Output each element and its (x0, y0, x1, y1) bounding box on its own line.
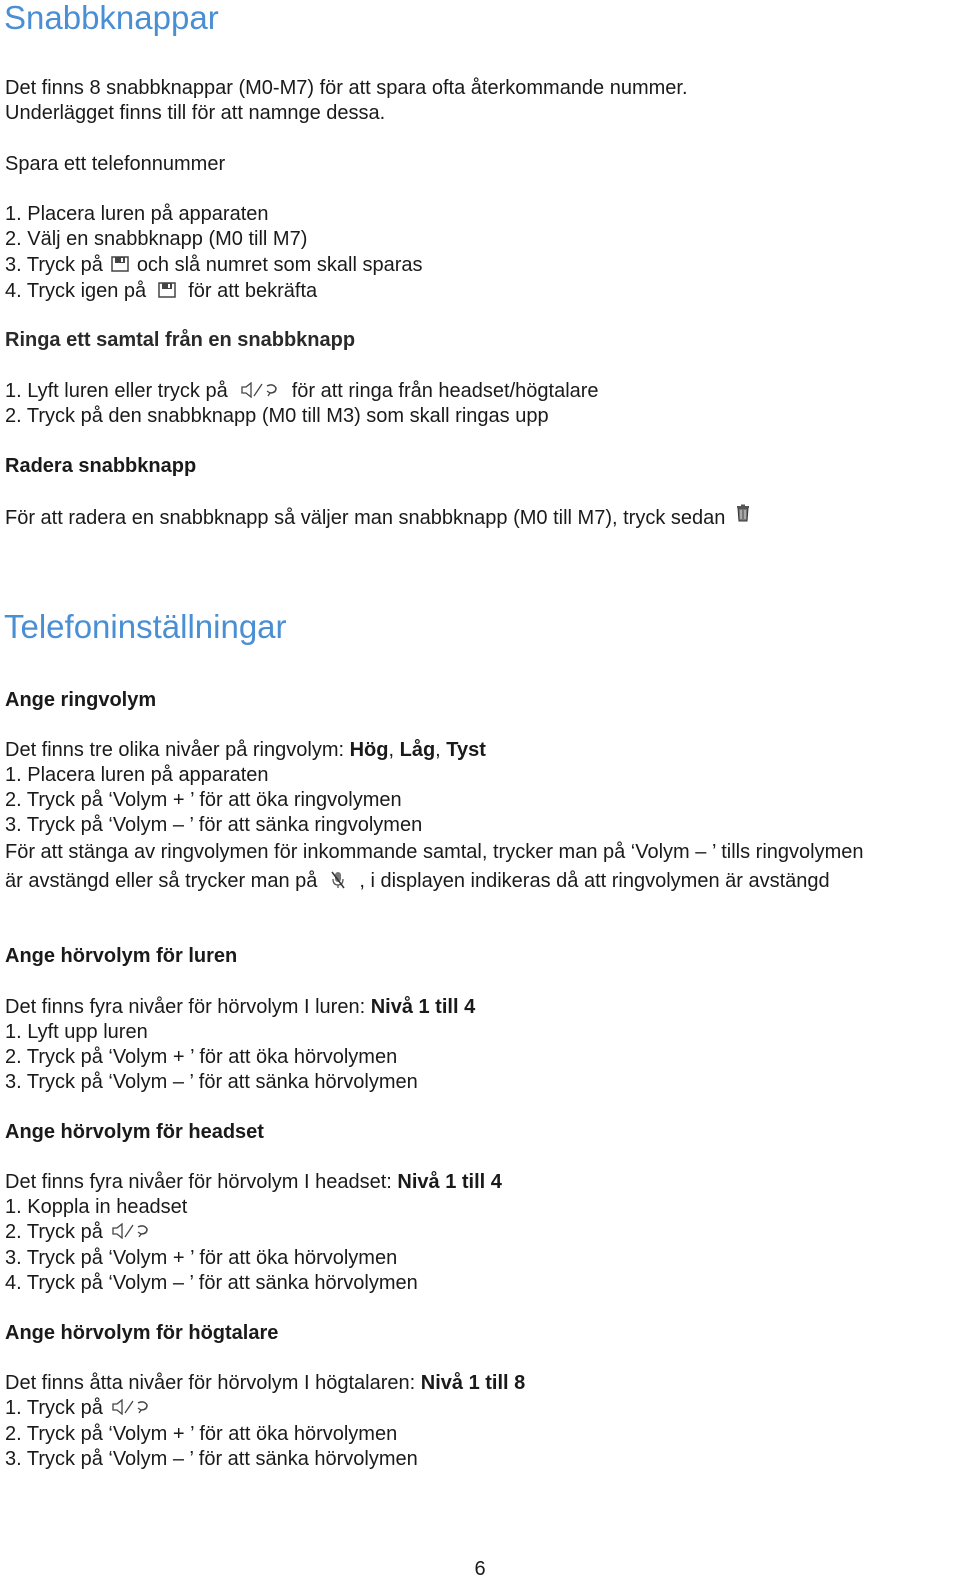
handset-heading: Ange hörvolym för luren (5, 945, 238, 967)
headset-step-3: 3. Tryck på ‘Volym + ’ för att öka hörvolymen (5, 1247, 398, 1269)
speaker-step-1 (5, 1396, 159, 1421)
speaker-handsfree-icon (111, 1223, 151, 1239)
handset-levels: Nivå 1 till 4 (370, 996, 476, 1018)
section-title-telefoninstallningar: Telefoninställningar (4, 608, 287, 645)
handset-intro-text: Det finns fyra nivåer för hörvolym I luren: (5, 996, 371, 1018)
ring-heading: Ange ringvolym (5, 689, 157, 711)
ring-step-2: 2. Tryck på ‘Volym + ’ för att öka ringvolymen (5, 789, 402, 811)
ring-intro-text: Det finns tre olika nivåer på ringvolym: (5, 739, 350, 761)
ring-step-3: 3. Tryck på ‘Volym – ’ för att sänka ringvolymen (5, 814, 423, 836)
headset-step-2-text: 2. Tryck på (5, 1221, 103, 1243)
ring-sep-1: , (388, 739, 400, 761)
handset-intro (5, 995, 475, 1020)
headset-heading: Ange hörvolym för headset (5, 1121, 264, 1143)
call-heading: Ringa ett samtal från en snabbknapp (5, 329, 356, 351)
ring-note-2 (5, 869, 830, 894)
speaker-levels: Nivå 1 till 8 (420, 1372, 526, 1394)
speaker-step-3: 3. Tryck på ‘Volym – ’ för att sänka hörvolymen (5, 1448, 418, 1470)
call-step-1 (5, 379, 599, 404)
speaker-step-1-text: 1. Tryck på (5, 1397, 103, 1419)
intro-line-1: Det finns 8 snabbknappar (M0-M7) för att spara ofta återkommande nummer. (5, 77, 688, 99)
ring-sep-2: , (435, 739, 447, 761)
headset-intro-text: Det finns fyra nivåer för hörvolym I headset: (5, 1171, 398, 1193)
save-step-3 (5, 253, 422, 278)
section-title-snabbknappar: Snabbknappar (4, 0, 219, 36)
speaker-handsfree-icon (111, 1399, 151, 1415)
save-heading: Spara ett telefonnummer (5, 153, 226, 175)
headset-step-1: 1. Koppla in headset (5, 1196, 188, 1218)
call-step-1-text-a: 1. Lyft luren eller tryck på (5, 380, 228, 402)
ring-note-2-text-b: , i displayen indikeras då att ringvolymen är avstängd (359, 870, 830, 892)
call-step-1-text-b: för att ringa från headset/högtalare (291, 380, 599, 402)
speaker-heading: Ange hörvolym för högtalare (5, 1322, 279, 1344)
ring-level-low: Låg (399, 739, 436, 761)
call-step-2: 2. Tryck på den snabbknapp (M0 till M3) som skall ringas upp (5, 405, 549, 427)
headset-step-2 (5, 1220, 159, 1245)
handset-step-3: 3. Tryck på ‘Volym – ’ för att sänka hörvolymen (5, 1071, 418, 1093)
ring-level-silent: Tyst (446, 739, 486, 761)
speaker-intro-text: Det finns åtta nivåer för hörvolym I högtalaren: (5, 1372, 421, 1394)
headset-levels: Nivå 1 till 4 (397, 1171, 502, 1193)
speaker-step-2: 2. Tryck på ‘Volym + ’ för att öka hörvolymen (5, 1423, 398, 1445)
headset-intro (5, 1170, 502, 1195)
delete-text-body: För att radera en snabbknapp så väljer man snabbknapp (M0 till M7), tryck sedan (5, 507, 726, 529)
ring-level-high: Hög (349, 739, 389, 761)
save-step-4 (5, 279, 317, 304)
ring-intro (5, 738, 486, 763)
save-step-3-text-a: 3. Tryck på (5, 254, 103, 276)
save-step-4-text-a: 4. Tryck igen på (5, 280, 147, 302)
handset-step-2: 2. Tryck på ‘Volym + ’ för att öka hörvolymen (5, 1046, 398, 1068)
delete-text (5, 506, 759, 531)
ring-note-1: För att stänga av ringvolymen för inkommande samtal, trycker man på ‘Volym – ’ tills ringvolymen (5, 841, 864, 863)
ring-note-2-text-a: är avstängd eller så trycker man på (5, 870, 318, 892)
save-step-3-text-b: och slå numret som skall sparas (136, 254, 423, 276)
save-step-1: 1. Placera luren på apparaten (5, 203, 269, 225)
handset-step-1: 1. Lyft upp luren (5, 1021, 148, 1043)
page-number: 6 (474, 1558, 486, 1580)
mute-icon (331, 871, 345, 889)
save-step-4-text-b: för att bekräfta (188, 280, 318, 302)
delete-key-icon (735, 504, 751, 522)
save-step-2: 2. Välj en snabbknapp (M0 till M7) (5, 228, 308, 250)
ring-step-1: 1. Placera luren på apparaten (5, 764, 269, 786)
delete-heading: Radera snabbknapp (5, 455, 197, 477)
save-key-icon (111, 256, 129, 272)
speaker-handsfree-icon (240, 382, 280, 398)
speaker-intro (5, 1371, 525, 1396)
headset-step-4: 4. Tryck på ‘Volym – ’ för att sänka hörvolymen (5, 1272, 418, 1294)
intro-line-2: Underlägget finns till för att namnge dessa. (5, 102, 386, 124)
save-key-icon (158, 282, 176, 298)
